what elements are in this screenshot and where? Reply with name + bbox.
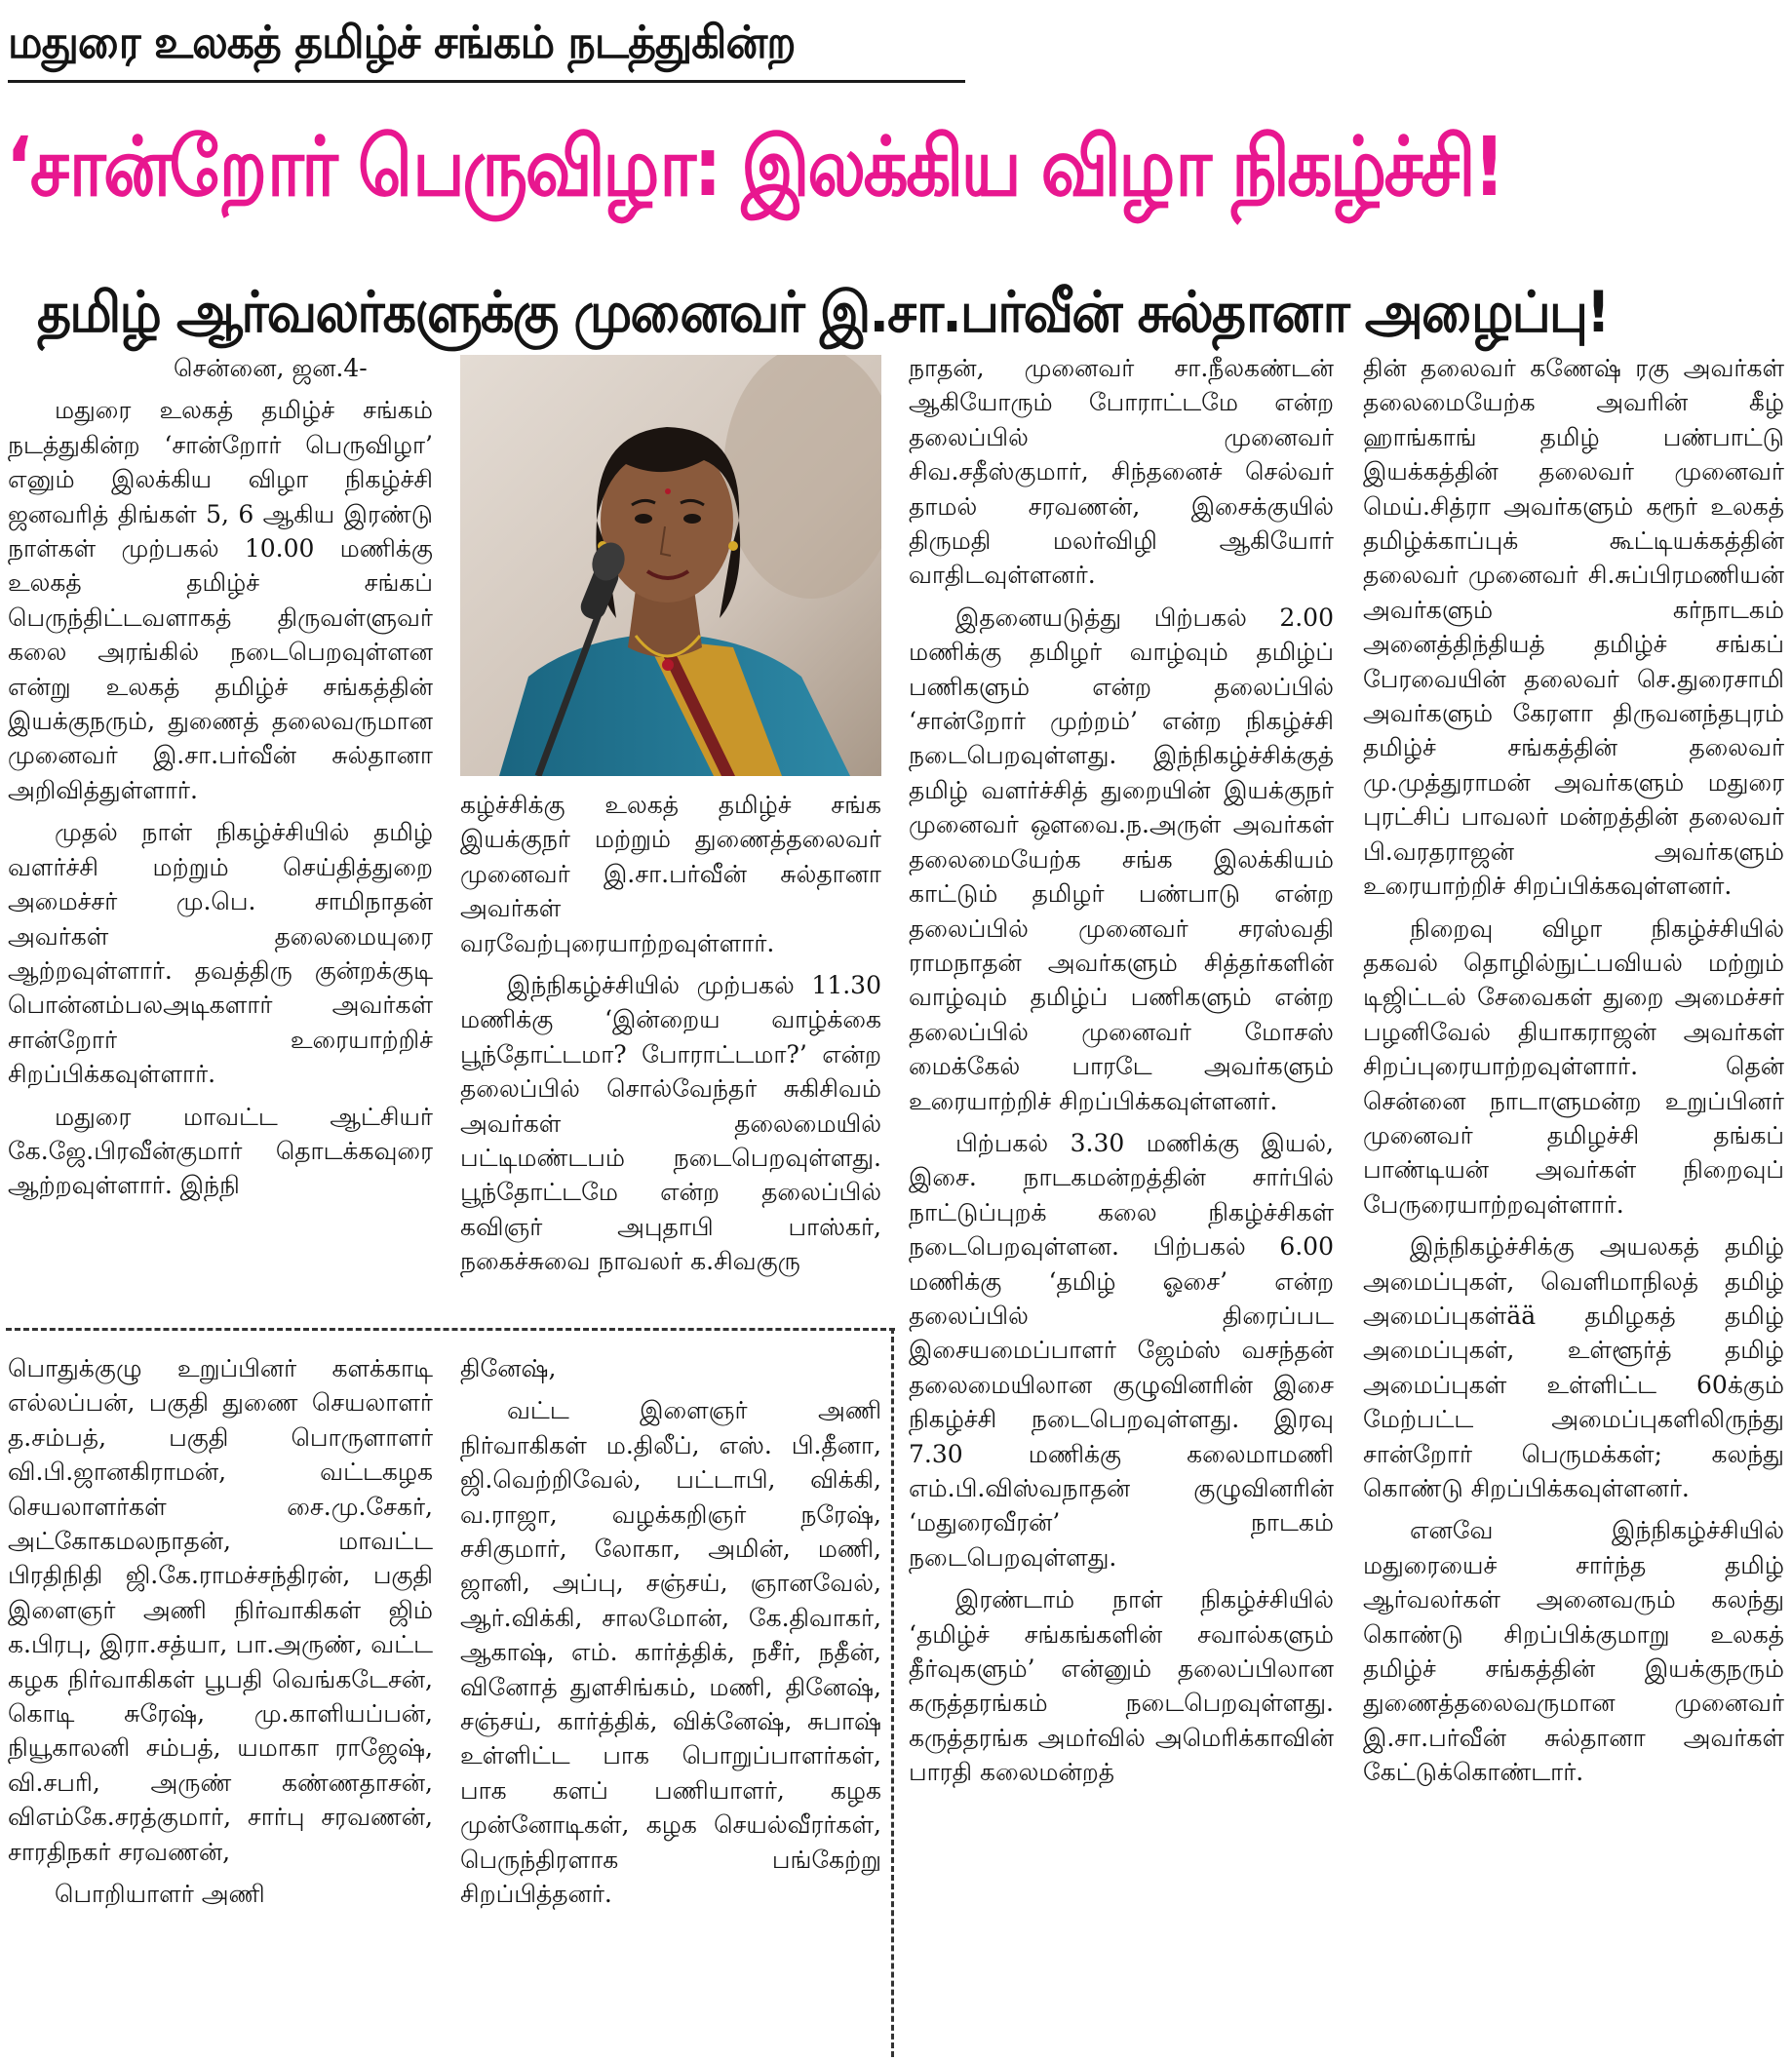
paragraph: மதுரை மாவட்ட ஆட்சியர் கே.ஜே.பிரவீன்குமார் தொடக்கவுரை ஆற்றவுள்ளார். இந்நி — [8, 1102, 433, 1200]
paragraph: தினேஷ், — [460, 1354, 557, 1382]
speaker-portrait-icon — [460, 355, 881, 776]
article-column-4 — [1363, 351, 1784, 2055]
paragraph: மதுரை உலகத் தமிழ்ச் சங்கம் நடத்துகின்ற ‘சான்றோர் பெருவிழா’ எனும் இலக்கிய விழா நிகழ்ச்சி ஜனவரித் திங்கள் 5, 6 ஆகிய இரண்டு நாள்கள் முற்பகல் 10.00 மணிக்கு உலகத் தமிழ்ச் சங்கப் பெருந்திட்டவளாகத் திருவள்ளுவர் கலை அரங்கில் நடைபெறவுள்ளன என்று உலகத் தமிழ்ச் சங்கத்தின் இயக்குநரும், துணைத் தலைவருமான முனைவர் இ.சா.பர்வீன் சுல்தானா அறிவித்துள்ளார். — [8, 396, 433, 804]
kicker-underline — [8, 80, 965, 83]
headline: ‘சான்றோர் பெருவிழா: இலக்கிய விழா நிகழ்ச்சி! — [6, 119, 1503, 214]
dateline: சென்னை, ஜன.4- — [174, 354, 368, 382]
paragraph: இரண்டாம் நாள் நிகழ்ச்சியில் ‘தமிழ்ச் சங்கங்களின் சவால்களும் தீர்வுகளும்’ என்னும் தலைப்பிலான கருத்தரங்கம் நடைபெறவுள்ளது. கருத்தரங்க அமர்வில் அமெரிக்காவின் பாரதி கலைமன்றத் — [909, 1585, 1334, 1787]
dashed-divider-vertical — [891, 1328, 894, 2057]
dashed-divider-horizontal — [6, 1328, 895, 1331]
paragraph: பொறியாளர் அணி — [55, 1880, 265, 1909]
paragraph: பிற்பகல் 3.30 மணிக்கு இயல், இசை. நாடகமன்றத்தின் சார்பில் நாட்டுப்புறக் கலை நிகழ்ச்சிகள் நடைபெறவுள்ளன. பிற்பகல் 6.00 மணிக்கு ‘தமிழ் ஓசை’ என்ற தலைப்பில் திரைப்பட இசையமைப்பாளர் ஜேம்ஸ் வசந்தன் தலைமையிலான குழுவினரின் இசை நிகழ்ச்சி நடைபெறவுள்ளது. இரவு 7.30 மணிக்கு கலைமாமணி எம்.பி.விஸ்வநாதன் குழுவினரின் ‘மதுரைவீரன்’ நாடகம் நடைபெறவுள்ளது. — [909, 1128, 1334, 1572]
paragraph: வட்ட இளைஞர் அணி நிர்வாகிகள் ம.திலீப், எஸ். பி.தீனா, ஜி.வெற்றிவேல், பட்டாபி, விக்கி, வ.ராஜா, வழக்கறிஞர் நரேஷ், சசிகுமார், லோகா, அமின், மணி, ஜானி, அப்பு, சஞ்சய், ஞானவேல், ஆர்.விக்கி, சாலமோன், கே.திவாகர், ஆகாஷ், எம். கார்த்திக், நசீர், நதீன், வினோத் துளசிங்கம், மணி, தினேஷ், சஞ்சய், கார்த்திக், விக்னேஷ், சுபாஷ் உள்ளிட்ட பாக பொறுப்பாளர்கள், பாக களப் பணியாளர், கழக முன்னோடிகள், கழக செயல்வீரர்கள், பெருந்திரளாக பங்கேற்று சிறப்பித்தனர். — [460, 1396, 881, 1909]
article-column-1 — [8, 351, 433, 1316]
paragraph: பொதுக்குழு உறுப்பினர் களக்காடி எல்லப்பன், பகுதி துணை செயலாளர் த.சம்பத், பகுதி பொருளாளர் வி.பி.ஜானகிராமன், வட்டகழக செயலாளர்கள் சை.மு.சேகர், அட்கோகமலநாதன், மாவட்ட பிரதிநிதி ஜி.கே.ராமச்சந்திரன், பகுதி இளைஞர் அணி நிர்வாகிகள் ஜிம் க.பிரபு, இரா.சத்யா, பா.அருண், வட்ட கழக நிர்வாகிகள் பூபதி வெங்கடேசன், கொடி சுரேஷ், மு.காளியப்பன், நியூகாலனி சம்பத், யமாகா ராஜேஷ், வி.சபரி, அருண் கண்ணதாசன், விஎம்கே.சரத்குமார், சார்பு சரவணன், சாரதிநகர் சரவணன், — [8, 1354, 433, 1866]
kicker-line: மதுரை உலகத் தமிழ்ச் சங்கம் நடத்துகின்ற — [8, 16, 796, 68]
paragraph: கழ்ச்சிக்கு உலகத் தமிழ்ச் சங்க இயக்குநர் மற்றும் துணைத்தலைவர் முனைவர் இ.சா.பர்வீன் சுல்தானா அவர்கள் வரவேற்புரையாற்றவுள்ளார். — [460, 791, 881, 957]
side-article-column-2 — [460, 1351, 881, 2055]
paragraph: நிறைவு விழா நிகழ்ச்சியில் தகவல் தொழில்நுட்பவியல் மற்றும் டிஜிட்டல் சேவைகள் துறை அமைச்சர் பழனிவேல் தியாகராஜன் அவர்கள் சிறப்புரையாற்றவுள்ளார். தென் சென்னை நாடாளுமன்ற உறுப்பினர் முனைவர் தமிழச்சி தங்கப் பாண்டியன் அவர்கள் நிறைவுப் பேருரையாற்றவுள்ளார். — [1363, 914, 1784, 1219]
paragraph: தின் தலைவர் கணேஷ் ரகு அவர்கள் தலைமையேற்க அவரின் கீழ் ஹாங்காங் தமிழ் பண்பாட்டு இயக்கத்தின் தலைவர் முனைவர் மெய்.சித்ரா அவர்களும் கரூர் உலகத் தமிழ்க்காப்புக் கூட்டியக்கத்தின் தலைவர் முனைவர் சி.சுப்பிரமணியன் அவர்களும் கர்நாடகம் அனைத்திந்தியத் தமிழ்ச் சங்கப் பேரவையின் தலைவர் செ.துரைசாமி அவர்களும் கேரளா திருவனந்தபுரம் தமிழ்ச் சங்கத்தின் தலைவர் மு.முத்துராமன் அவர்களும் மதுரை புரட்சிப் பாவலர் மன்றத்தின் தலைவர் பி.வரதராஜன் அவர்களும் உரையாற்றிச் சிறப்பிக்கவுள்ளனர். — [1363, 354, 1784, 901]
paragraph: முதல் நாள் நிகழ்ச்சியில் தமிழ் வளர்ச்சி மற்றும் செய்தித்துறை அமைச்சர் மு.பெ. சாமிநாதன் அவர்கள் தலைமையுரை ஆற்றவுள்ளார். தவத்திரு குன்றக்குடி பொன்னம்பலஅடிகளார் அவர்கள் சான்றோர் உரையாற்றிச் சிறப்பிக்கவுள்ளார். — [8, 818, 433, 1089]
side-article-column-1 — [8, 1351, 433, 2055]
paragraph: நாதன், முனைவர் சா.நீலகண்டன் ஆகியோரும் போராட்டமே என்ற தலைப்பில் முனைவர் சிவ.சதீஸ்குமார், சிந்தனைச் செல்வர் தாமல் சரவணன், இசைக்குயில் திருமதி மலர்விழி ஆகியோர் வாதிடவுள்ளனர். — [909, 354, 1334, 590]
paragraph: இந்நிகழ்ச்சியில் முற்பகல் 11.30 மணிக்கு ‘இன்றைய வாழ்க்கை பூந்தோட்டமா? போராட்டமா?’ என்ற தலைப்பில் சொல்வேந்தர் சுகிசிவம் அவர்கள் தலைமையில் பட்டிமண்டபம் நடைபெறவுள்ளது. பூந்தோட்டமே என்ற தலைப்பில் கவிஞர் அபுதாபி பாஸ்கர், நகைச்சுவை நாவலர் க.சிவகுரு — [460, 971, 881, 1276]
speaker-photo — [460, 355, 881, 776]
subheadline: தமிழ் ஆர்வலர்களுக்கு முனைவர் இ.சா.பர்வீன் சுல்தானா அழைப்பு! — [37, 279, 1609, 345]
article-column-3 — [909, 351, 1334, 2055]
article-column-2 — [460, 788, 881, 1316]
paragraph: இந்நிகழ்ச்சிக்கு அயலகத் தமிழ் அமைப்புகள், வெளிமாநிலத் தமிழ் அமைப்புகள்ää தமிழகத் தமிழ் அமைப்புகள், உள்ளூர்த் தமிழ் அமைப்புகள் உள்ளிட்ட 60க்கும் மேற்பட்ட அமைப்புகளிலிருந்து சான்றோர் பெருமக்கள்; கலந்து கொண்டு சிறப்பிக்கவுள்ளனர். — [1363, 1232, 1784, 1502]
paragraph: எனவே இந்நிகழ்ச்சியில் மதுரையைச் சார்ந்த தமிழ் ஆர்வலர்கள் அனைவரும் கலந்து கொண்டு சிறப்பிக்குமாறு உலகத் தமிழ்ச் சங்கத்தின் இயக்குநரும் துணைத்தலைவருமான முனைவர் இ.சா.பர்வீன் சுல்தானா அவர்கள் கேட்டுக்கொண்டார். — [1363, 1516, 1784, 1787]
paragraph: இதனையடுத்து பிற்பகல் 2.00 மணிக்கு தமிழர் வாழ்வும் தமிழ்ப் பணிகளும் என்ற தலைப்பில் ‘சான்றோர் முற்றம்’ என்ற நிகழ்ச்சி நடைபெறவுள்ளது. இந்நிகழ்ச்சிக்குத் தமிழ் வளர்ச்சித் துறையின் இயக்குநர் முனைவர் ஔவை.ந.அருள் அவர்கள் தலைமையேற்க சங்க இலக்கியம் காட்டும் தமிழர் பண்பாடு என்ற தலைப்பில் முனைவர் சரஸ்வதி ராமநாதன் அவர்களும் சித்தர்களின் வாழ்வும் தமிழ்ப் பணிகளும் என்ற தலைப்பில் முனைவர் மோசஸ் மைக்கேல் பாரடே அவர்களும் உரையாற்றிச் சிறப்பிக்கவுள்ளனர். — [909, 603, 1334, 1115]
